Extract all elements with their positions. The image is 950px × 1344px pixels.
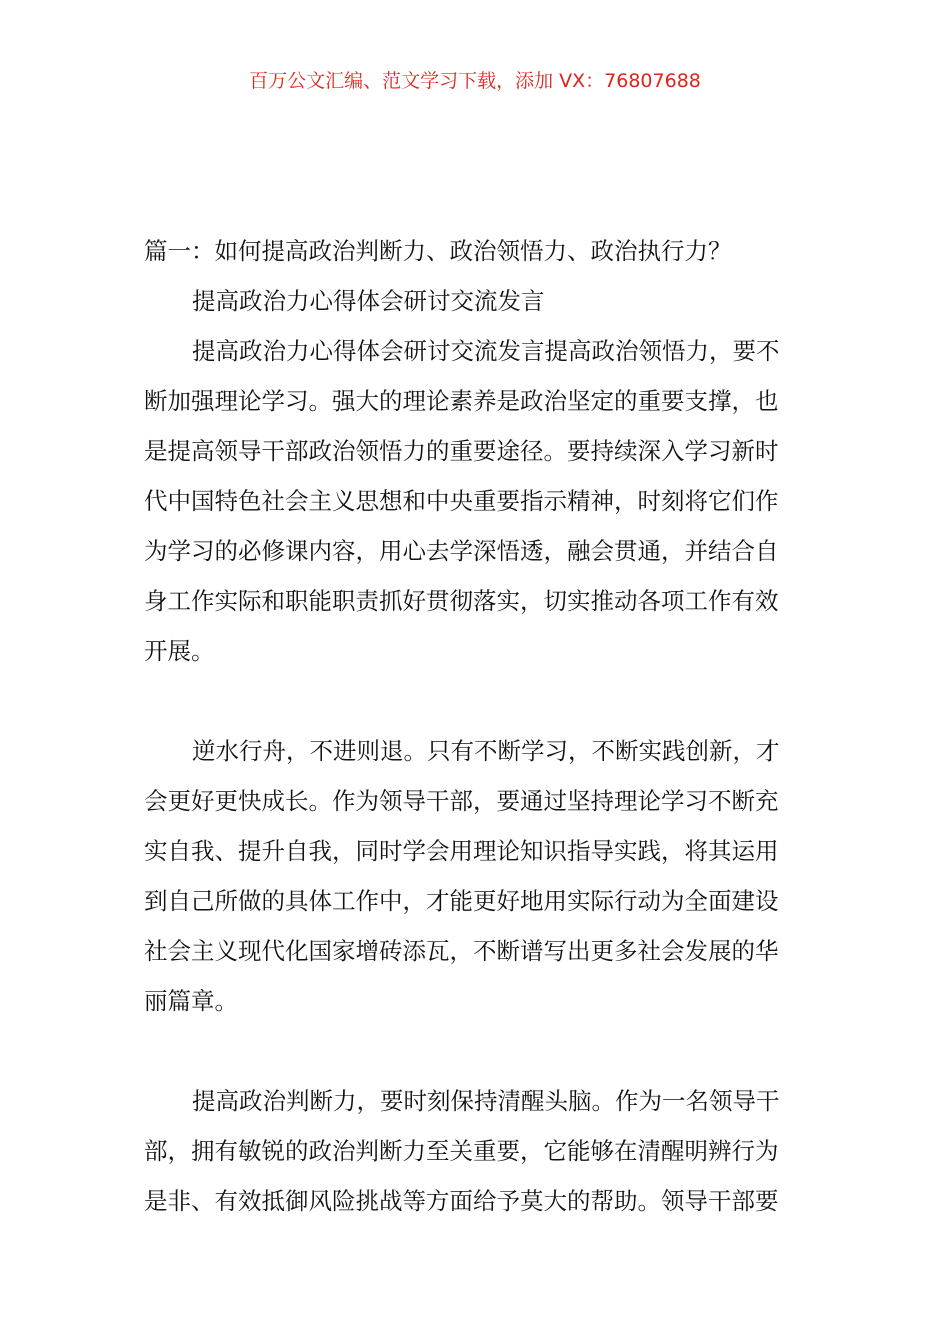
paragraph-3 — [144, 1076, 806, 1226]
paragraph-line: 代中国特色社会主义思想和中央重要指示精神，时刻将它们作 — [144, 487, 779, 515]
document-subtitle: 提高政治力心得体会研讨交流发言 — [192, 287, 545, 315]
paragraph-line: 提高政治力心得体会研讨交流发言提高政治领悟力，要不 — [192, 337, 780, 365]
paragraph-line: 提高政治判断力，要时刻保持清醒头脑。作为一名领导干 — [192, 1087, 780, 1115]
paragraph-line: 部，拥有敏锐的政治判断力至关重要，它能够在清醒明辨行为 — [144, 1137, 779, 1165]
paragraph-line: 逆水行舟，不进则退。只有不断学习，不断实践创新，才 — [192, 737, 780, 765]
watermark-header: 百万公文汇编、范文学习下载，添加 VX：76807688 — [249, 70, 701, 92]
paragraph-line: 是提高领导干部政治领悟力的重要途径。要持续深入学习新时 — [144, 437, 779, 465]
paragraph-line: 断加强理论学习。强大的理论素养是政治坚定的重要支撑，也 — [144, 387, 779, 415]
document-body — [144, 226, 806, 1226]
paragraph-1 — [144, 326, 806, 676]
document-title: 篇一：如何提高政治判断力、政治领悟力、政治执行力？ — [144, 237, 732, 265]
paragraph-line: 开展。 — [144, 637, 215, 665]
paragraph-spacer — [144, 1026, 806, 1076]
paragraph-line: 会更好更快成长。作为领导干部，要通过坚持理论学习不断充 — [144, 787, 779, 815]
paragraph-line: 到自己所做的具体工作中，才能更好地用实际行动为全面建设 — [144, 887, 779, 915]
paragraph-2 — [144, 726, 806, 1026]
paragraph-spacer — [144, 676, 806, 726]
paragraph-line: 是非、有效抵御风险挑战等方面给予莫大的帮助。领导干部要 — [144, 1187, 779, 1215]
paragraph-line: 为学习的必修课内容，用心去学深悟透，融会贯通，并结合自 — [144, 537, 779, 565]
paragraph-line: 实自我、提升自我，同时学会用理论知识指导实践，将其运用 — [144, 837, 779, 865]
paragraph-line: 丽篇章。 — [144, 987, 238, 1015]
paragraph-line: 身工作实际和职能职责抓好贯彻落实，切实推动各项工作有效 — [144, 587, 779, 615]
paragraph-line: 社会主义现代化国家增砖添瓦，不断谱写出更多社会发展的华 — [144, 937, 779, 965]
